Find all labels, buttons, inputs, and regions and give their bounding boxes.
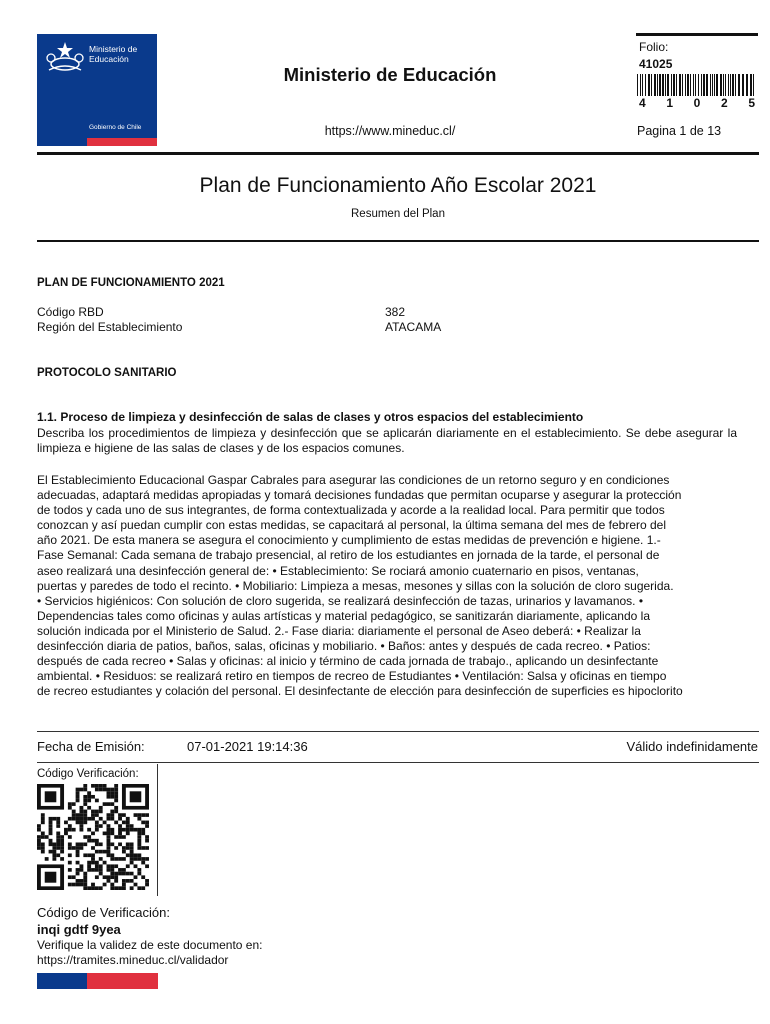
plan-heading: PLAN DE FUNCIONAMIENTO 2021 xyxy=(37,277,225,289)
footer-rule-2 xyxy=(37,762,759,763)
rbd-value: 382 xyxy=(385,305,406,319)
question-description: Describa los procedimientos de limpieza y desinfección que se aplicarán diariamente en el establecimiento. Se debe asegurar la limpieza e higiene de las salas de clases y de los espacios comunes. xyxy=(37,426,737,455)
logo-ministry-line1: Ministerio de xyxy=(89,44,138,54)
rbd-label: Código RBD xyxy=(37,305,104,319)
answer-line: año 2021. De esta manera se asegura el conocimiento y cumplimiento de estas medidas de prevención e higiene. 1.- xyxy=(37,533,661,548)
answer-line: de recreo estudiantes y colación del personal. El desinfectante de elección para desinfección de superficies es hipoclorito xyxy=(37,684,683,699)
validity-text: Válido indefinidamente xyxy=(626,739,758,754)
verification-label: Código Verificación: xyxy=(37,768,139,780)
folio-top-rule xyxy=(636,33,758,36)
answer-line: aseo realizará una desinfección general de: • Establecimiento: Se rociará amonio cuaternario en pisos, ventanas, xyxy=(37,563,639,578)
answer-line: ambiental. • Residuos: se realizará retiro en tiempos de recreo de Estudiantes • Ventilación: Salsa y oficinas en tiempo xyxy=(37,669,667,684)
verification-divider xyxy=(157,764,158,896)
document-subtitle: Resumen del Plan xyxy=(351,208,445,220)
logo-government: Gobierno de Chile xyxy=(89,124,142,131)
verification-code: inqi gdtf 9yea xyxy=(37,922,121,937)
issue-date-value: 07-01-2021 19:14:36 xyxy=(187,739,308,754)
verification-help: Verifique la validez de este documento en: xyxy=(37,938,263,952)
answer-line: • Servicios higiénicos: Con solución de cloro sugerida, se realizará desinfección de tazas, urinarios y lavamanos. • xyxy=(37,593,644,608)
answer-line: solución indicada por el Ministerio de Salud. 2.- Fase diaria: diariamente el personal de Aseo deberá: • Realizar la xyxy=(37,623,641,638)
logo-ministry-line2: Educación xyxy=(89,54,129,64)
answer-line: de todos y cada uno de sus integrantes, de forma contextualizada y acorde a la realidad local. Para permitir que todos xyxy=(37,503,665,518)
answer-text xyxy=(37,473,737,699)
answer-line: desinfección diaria de patios, baños, salas, oficinas y mobiliario. • Baños: antes y después de cada recreo. • Patios: xyxy=(37,639,651,654)
qr-code-icon xyxy=(37,784,149,890)
page-indicator: Pagina 1 de 13 xyxy=(637,124,722,138)
issue-date-label: Fecha de Emisión: xyxy=(37,739,145,754)
folio-label: Folio: xyxy=(639,40,669,54)
footer-stripe-blue xyxy=(37,973,87,989)
folio-barcode xyxy=(637,74,757,96)
question-title: 1.1. Proceso de limpieza y desinfección de salas de clases y otros espacios del establecimiento xyxy=(37,410,584,424)
answer-line: conozcan y así puedan cumplir con estas medidas, se capacitará al personal, la última semana del mes de febrero del xyxy=(37,518,667,533)
barcode-digit: 2 xyxy=(720,96,728,110)
chile-coat-of-arms-icon xyxy=(43,40,87,76)
barcode-digit: 0 xyxy=(693,96,701,110)
answer-line: puertas y paredes de todo el recinto. • Mobiliario: Limpieza a mesas, mesones y sillas con la solución de cloro sugerida. xyxy=(37,578,674,593)
header-rule xyxy=(37,152,759,155)
document-title: Plan de Funcionamiento Año Escolar 2021 xyxy=(199,174,597,197)
logo-stripe-blue xyxy=(37,138,87,146)
barcode-digit: 5 xyxy=(748,96,755,110)
verification-code-label: Código de Verificación: xyxy=(37,905,170,920)
answer-line: Dependencias tales como oficinas y aulas artísticas y material pedagógico, se sanitizarán diariamente, aplicando la xyxy=(37,608,651,623)
answer-line: El Establecimiento Educacional Gaspar Cabrales para asegurar las condiciones de un retorno seguro y en condiciones xyxy=(37,473,670,487)
title-rule xyxy=(37,240,759,242)
answer-line: Fase Semanal: Cada semana de trabajo presencial, al retiro de los estudiantes en jornada de la tarde, el personal de xyxy=(37,548,660,563)
footer-rule xyxy=(37,731,759,732)
folio-number: 41025 xyxy=(639,57,673,71)
answer-line: después de cada recreo • Salas y oficinas: al inicio y término de cada jornada de trabajo., aplicando un desinfectante xyxy=(37,654,659,669)
validator-url[interactable]: https://tramites.mineduc.cl/validador xyxy=(37,953,229,967)
region-label: Región del Establecimiento xyxy=(37,320,183,334)
protocol-heading: PROTOCOLO SANITARIO xyxy=(37,367,177,379)
barcode-digits xyxy=(639,96,755,110)
ministry-url[interactable]: https://www.mineduc.cl/ xyxy=(324,124,456,138)
barcode-digit: 1 xyxy=(666,96,674,110)
region-value: ATACAMA xyxy=(385,320,442,334)
answer-line: adecuadas, adaptará medidas apropiadas y tomará decisiones fundadas que permitan ocuparse y asegurar la protección xyxy=(37,488,682,503)
footer-stripe-red xyxy=(87,973,158,989)
logo-ministry-name xyxy=(89,44,137,64)
ministry-logo xyxy=(37,34,157,146)
barcode-digit: 4 xyxy=(639,96,646,110)
logo-stripe-red xyxy=(87,138,157,146)
ministry-title: Ministerio de Educación xyxy=(283,64,497,85)
